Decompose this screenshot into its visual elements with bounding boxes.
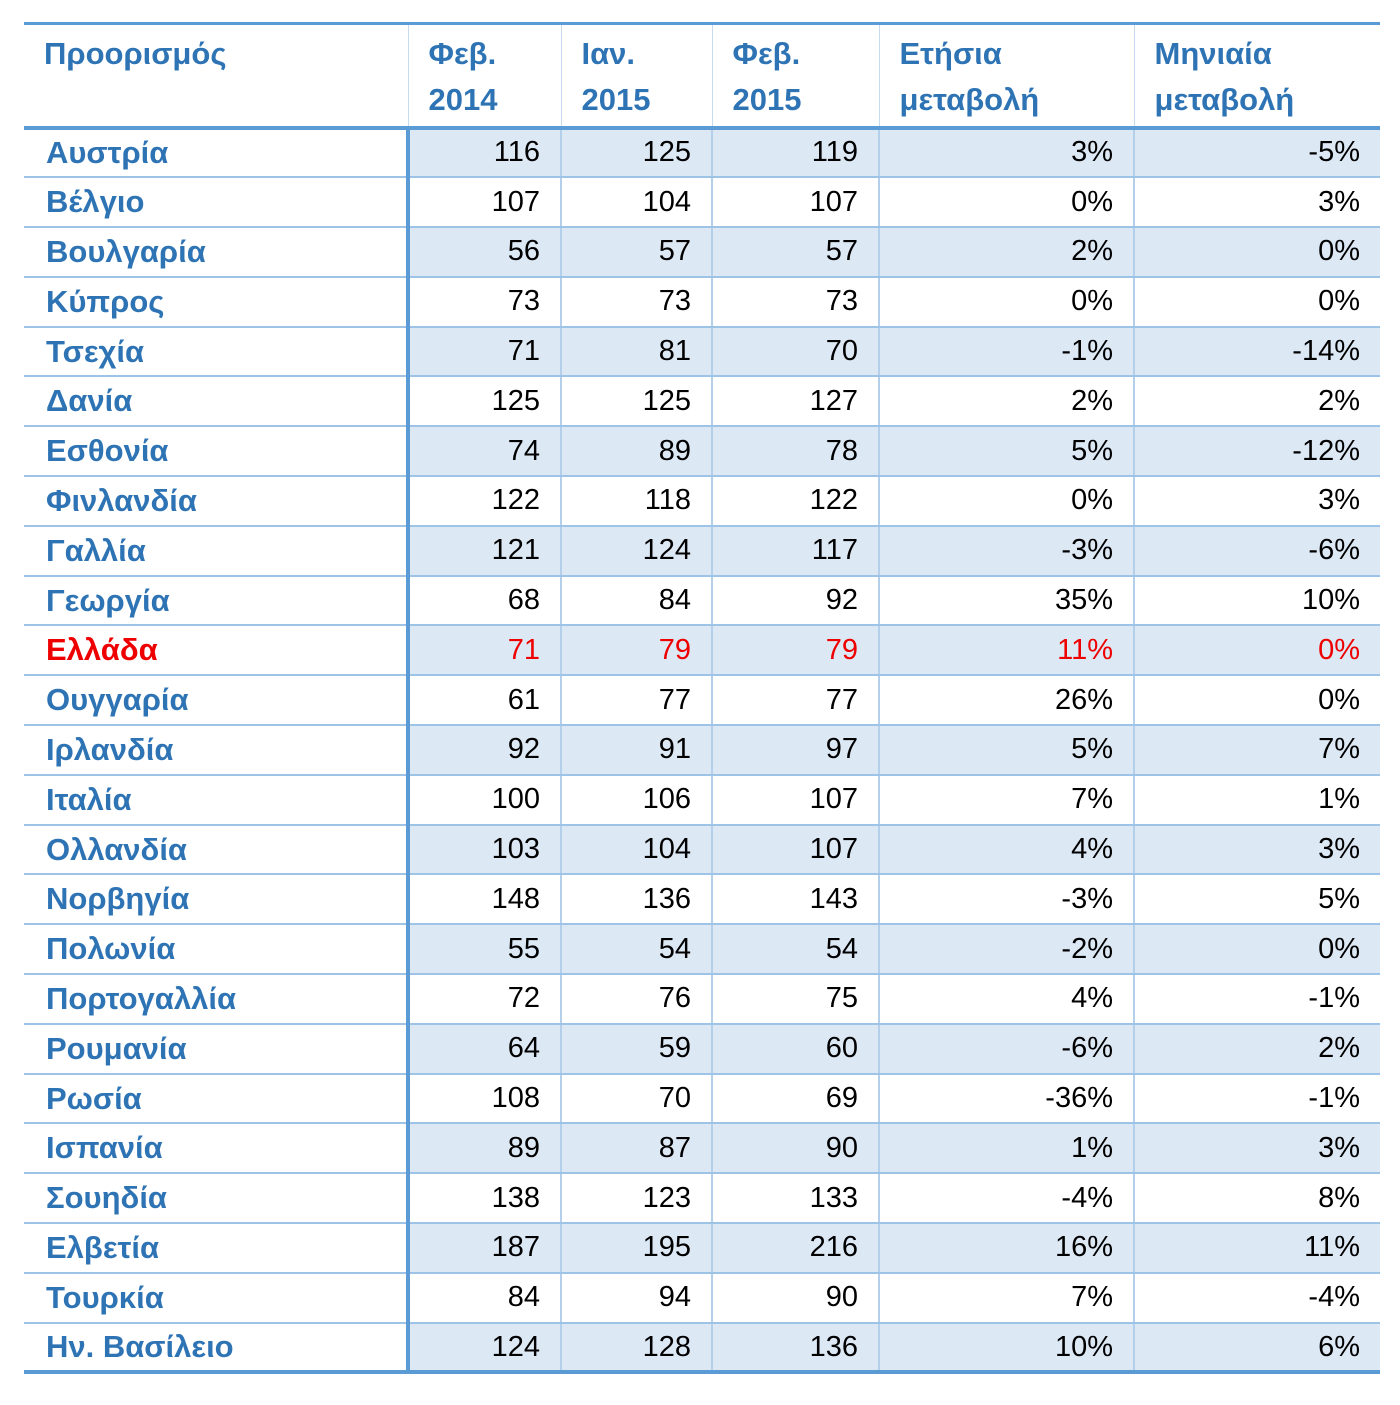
table-row	[24, 1223, 1380, 1273]
value-cell-yearly: 7%	[879, 1273, 1134, 1323]
header-yearly-change-line1: Ετήσια	[899, 36, 1002, 71]
value-cell-yearly: -3%	[879, 526, 1134, 576]
value-cell-yearly: 0%	[879, 476, 1134, 526]
value-cell-yearly: -1%	[879, 327, 1134, 377]
value-cell-jan2015: 54	[561, 924, 712, 974]
value-cell-feb2014: 138	[408, 1173, 561, 1223]
value-cell-feb2014: 187	[408, 1223, 561, 1273]
table-row	[24, 177, 1380, 227]
value-cell-monthly: 3%	[1134, 177, 1380, 227]
value-cell-yearly: 11%	[879, 625, 1134, 675]
table-row	[24, 128, 1380, 178]
value-cell-jan2015: 84	[561, 576, 712, 626]
value-cell-monthly: -6%	[1134, 526, 1380, 576]
value-cell-yearly: -2%	[879, 924, 1134, 974]
value-cell-monthly: 3%	[1134, 825, 1380, 875]
table-row	[24, 526, 1380, 576]
value-cell-feb2014: 107	[408, 177, 561, 227]
header-feb-2014-line2: 2014	[428, 82, 498, 117]
destination-name-cell: Ιταλία	[24, 775, 408, 825]
value-cell-feb2014: 125	[408, 376, 561, 426]
value-cell-yearly: 0%	[879, 177, 1134, 227]
destination-name-cell: Σουηδία	[24, 1173, 408, 1223]
header-feb-2015	[712, 24, 879, 128]
value-cell-feb2015: 90	[712, 1273, 879, 1323]
value-cell-feb2014: 64	[408, 1024, 561, 1074]
price-table-container	[24, 22, 1380, 1374]
header-feb-2014	[408, 24, 561, 128]
table-row	[24, 825, 1380, 875]
table-row	[24, 1123, 1380, 1173]
destination-name-cell: Βουλγαρία	[24, 227, 408, 277]
value-cell-yearly: 5%	[879, 426, 1134, 476]
destination-name-cell: Δανία	[24, 376, 408, 426]
value-cell-feb2014: 124	[408, 1323, 561, 1373]
value-cell-feb2014: 148	[408, 874, 561, 924]
table-row	[24, 227, 1380, 277]
value-cell-jan2015: 195	[561, 1223, 712, 1273]
value-cell-monthly: -5%	[1134, 128, 1380, 178]
value-cell-jan2015: 125	[561, 376, 712, 426]
value-cell-jan2015: 79	[561, 625, 712, 675]
destination-name-cell: Ελλάδα	[24, 625, 408, 675]
value-cell-jan2015: 136	[561, 874, 712, 924]
value-cell-feb2014: 121	[408, 526, 561, 576]
value-cell-feb2014: 61	[408, 675, 561, 725]
value-cell-jan2015: 125	[561, 128, 712, 178]
value-cell-feb2015: 136	[712, 1323, 879, 1373]
table-row	[24, 775, 1380, 825]
header-destination	[24, 24, 408, 128]
value-cell-feb2014: 84	[408, 1273, 561, 1323]
value-cell-feb2015: 117	[712, 526, 879, 576]
value-cell-feb2014: 100	[408, 775, 561, 825]
value-cell-jan2015: 77	[561, 675, 712, 725]
value-cell-feb2015: 107	[712, 825, 879, 875]
value-cell-monthly: 8%	[1134, 1173, 1380, 1223]
value-cell-monthly: -4%	[1134, 1273, 1380, 1323]
value-cell-feb2015: 78	[712, 426, 879, 476]
value-cell-feb2014: 71	[408, 327, 561, 377]
value-cell-yearly: -4%	[879, 1173, 1134, 1223]
destination-name-cell: Ρωσία	[24, 1074, 408, 1124]
value-cell-yearly: 16%	[879, 1223, 1134, 1273]
value-cell-feb2015: 119	[712, 128, 879, 178]
value-cell-monthly: 0%	[1134, 625, 1380, 675]
value-cell-monthly: 7%	[1134, 725, 1380, 775]
value-cell-feb2015: 216	[712, 1223, 879, 1273]
header-jan-2015	[561, 24, 712, 128]
value-cell-feb2015: 57	[712, 227, 879, 277]
destination-name-cell: Κύπρος	[24, 277, 408, 327]
table-row	[24, 327, 1380, 377]
value-cell-monthly: 0%	[1134, 277, 1380, 327]
value-cell-jan2015: 59	[561, 1024, 712, 1074]
header-feb-2014-line1: Φεβ.	[428, 36, 497, 71]
destination-name-cell: Γεωργία	[24, 576, 408, 626]
value-cell-feb2014: 122	[408, 476, 561, 526]
value-cell-monthly: -14%	[1134, 327, 1380, 377]
value-cell-feb2015: 54	[712, 924, 879, 974]
value-cell-feb2014: 72	[408, 974, 561, 1024]
value-cell-feb2014: 103	[408, 825, 561, 875]
value-cell-jan2015: 87	[561, 1123, 712, 1173]
value-cell-jan2015: 81	[561, 327, 712, 377]
value-cell-jan2015: 70	[561, 1074, 712, 1124]
value-cell-monthly: 6%	[1134, 1323, 1380, 1373]
destination-name-cell: Γαλλία	[24, 526, 408, 576]
value-cell-jan2015: 73	[561, 277, 712, 327]
value-cell-feb2014: 73	[408, 277, 561, 327]
header-jan-2015-line1: Ιαν.	[581, 36, 636, 71]
table-row	[24, 1273, 1380, 1323]
header-monthly-change-line2: μεταβολή	[1154, 82, 1295, 117]
value-cell-feb2015: 107	[712, 177, 879, 227]
value-cell-yearly: 0%	[879, 277, 1134, 327]
value-cell-monthly: -12%	[1134, 426, 1380, 476]
header-monthly-change-line1: Μηνιαία	[1154, 36, 1272, 71]
table-row	[24, 924, 1380, 974]
value-cell-jan2015: 94	[561, 1273, 712, 1323]
value-cell-monthly: 2%	[1134, 376, 1380, 426]
value-cell-feb2015: 107	[712, 775, 879, 825]
value-cell-feb2015: 90	[712, 1123, 879, 1173]
destination-name-cell: Φινλανδία	[24, 476, 408, 526]
header-jan-2015-line2: 2015	[581, 82, 651, 117]
table-row	[24, 874, 1380, 924]
value-cell-yearly: 2%	[879, 376, 1134, 426]
value-cell-feb2015: 79	[712, 625, 879, 675]
header-monthly-change	[1134, 24, 1380, 128]
destination-name-cell: Τσεχία	[24, 327, 408, 377]
table-row	[24, 376, 1380, 426]
value-cell-feb2015: 92	[712, 576, 879, 626]
value-cell-feb2014: 108	[408, 1074, 561, 1124]
table-row	[24, 1323, 1380, 1373]
table-row	[24, 1173, 1380, 1223]
value-cell-monthly: 0%	[1134, 675, 1380, 725]
destination-name-cell: Βέλγιο	[24, 177, 408, 227]
value-cell-yearly: 4%	[879, 825, 1134, 875]
value-cell-jan2015: 89	[561, 426, 712, 476]
value-cell-jan2015: 104	[561, 825, 712, 875]
table-row	[24, 476, 1380, 526]
value-cell-feb2014: 92	[408, 725, 561, 775]
table-row	[24, 625, 1380, 675]
value-cell-yearly: 2%	[879, 227, 1134, 277]
value-cell-monthly: 5%	[1134, 874, 1380, 924]
value-cell-jan2015: 124	[561, 526, 712, 576]
header-feb-2015-line2: 2015	[732, 82, 802, 117]
destination-name-cell: Ισπανία	[24, 1123, 408, 1173]
destination-name-cell: Πολωνία	[24, 924, 408, 974]
table-row	[24, 1074, 1380, 1124]
destination-name-cell: Εσθονία	[24, 426, 408, 476]
value-cell-feb2014: 71	[408, 625, 561, 675]
value-cell-feb2015: 69	[712, 1074, 879, 1124]
header-yearly-change	[879, 24, 1134, 128]
value-cell-monthly: 1%	[1134, 775, 1380, 825]
value-cell-monthly: -1%	[1134, 1074, 1380, 1124]
value-cell-yearly: -36%	[879, 1074, 1134, 1124]
value-cell-yearly: 35%	[879, 576, 1134, 626]
value-cell-feb2015: 97	[712, 725, 879, 775]
value-cell-feb2015: 133	[712, 1173, 879, 1223]
header-destination-label: Προορισμός	[44, 36, 227, 71]
value-cell-yearly: 26%	[879, 675, 1134, 725]
header-yearly-change-line2: μεταβολή	[899, 82, 1040, 117]
destination-name-cell: Ολλανδία	[24, 825, 408, 875]
table-row	[24, 426, 1380, 476]
table-header-row	[24, 24, 1380, 128]
value-cell-monthly: 0%	[1134, 924, 1380, 974]
value-cell-yearly: 1%	[879, 1123, 1134, 1173]
value-cell-feb2015: 127	[712, 376, 879, 426]
value-cell-feb2014: 55	[408, 924, 561, 974]
table-row	[24, 277, 1380, 327]
value-cell-jan2015: 128	[561, 1323, 712, 1373]
value-cell-yearly: 5%	[879, 725, 1134, 775]
value-cell-yearly: 10%	[879, 1323, 1134, 1373]
value-cell-monthly: 3%	[1134, 1123, 1380, 1173]
destination-name-cell: Αυστρία	[24, 128, 408, 178]
value-cell-yearly: 3%	[879, 128, 1134, 178]
value-cell-jan2015: 91	[561, 725, 712, 775]
destination-name-cell: Νορβηγία	[24, 874, 408, 924]
value-cell-jan2015: 76	[561, 974, 712, 1024]
value-cell-jan2015: 104	[561, 177, 712, 227]
value-cell-feb2014: 68	[408, 576, 561, 626]
destination-name-cell: Ελβετία	[24, 1223, 408, 1273]
value-cell-monthly: -1%	[1134, 974, 1380, 1024]
destination-name-cell: Ιρλανδία	[24, 725, 408, 775]
value-cell-monthly: 11%	[1134, 1223, 1380, 1273]
destination-name-cell: Ην. Βασίλειο	[24, 1323, 408, 1373]
table-row	[24, 974, 1380, 1024]
table-row	[24, 725, 1380, 775]
value-cell-feb2014: 74	[408, 426, 561, 476]
destination-name-cell: Ουγγαρία	[24, 675, 408, 725]
value-cell-feb2014: 116	[408, 128, 561, 178]
value-cell-monthly: 10%	[1134, 576, 1380, 626]
value-cell-yearly: 7%	[879, 775, 1134, 825]
value-cell-yearly: 4%	[879, 974, 1134, 1024]
value-cell-feb2015: 60	[712, 1024, 879, 1074]
value-cell-feb2014: 56	[408, 227, 561, 277]
destination-name-cell: Ρουμανία	[24, 1024, 408, 1074]
value-cell-feb2014: 89	[408, 1123, 561, 1173]
value-cell-feb2015: 143	[712, 874, 879, 924]
table-row	[24, 675, 1380, 725]
value-cell-jan2015: 106	[561, 775, 712, 825]
header-feb-2015-line1: Φεβ.	[732, 36, 801, 71]
table-row	[24, 1024, 1380, 1074]
value-cell-jan2015: 123	[561, 1173, 712, 1223]
destination-name-cell: Πορτογαλλία	[24, 974, 408, 1024]
destination-price-table	[24, 22, 1380, 1374]
value-cell-feb2015: 77	[712, 675, 879, 725]
value-cell-jan2015: 57	[561, 227, 712, 277]
value-cell-monthly: 3%	[1134, 476, 1380, 526]
value-cell-monthly: 0%	[1134, 227, 1380, 277]
destination-name-cell: Τουρκία	[24, 1273, 408, 1323]
value-cell-yearly: -6%	[879, 1024, 1134, 1074]
table-body	[24, 128, 1380, 1373]
value-cell-feb2015: 75	[712, 974, 879, 1024]
value-cell-yearly: -3%	[879, 874, 1134, 924]
value-cell-feb2015: 122	[712, 476, 879, 526]
table-row	[24, 576, 1380, 626]
value-cell-feb2015: 70	[712, 327, 879, 377]
value-cell-feb2015: 73	[712, 277, 879, 327]
value-cell-monthly: 2%	[1134, 1024, 1380, 1074]
value-cell-jan2015: 118	[561, 476, 712, 526]
